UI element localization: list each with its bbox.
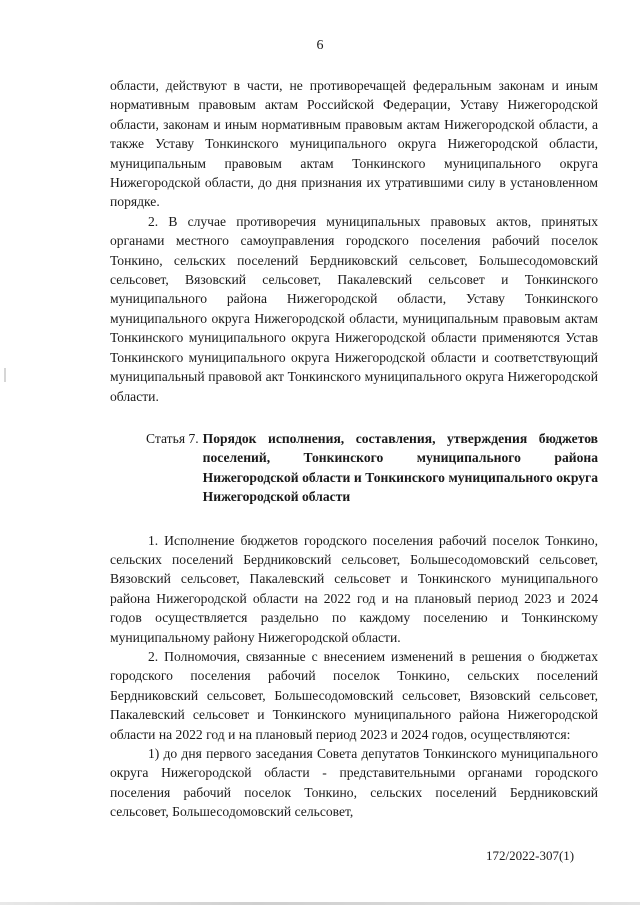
document-body [110,76,598,822]
article-label: Статья 7. [146,430,199,446]
article-heading [110,429,598,507]
paragraph-item-2-powers: 2. Полномочия, связанные с внесением изменений в решения о бюджетах городского поселения рабочий поселок Тонкино, сельских поселений Бердниковский сельсовет, Большесодомовский сельсовет, Вязовский сельсовет, Пакалевский сельсовет и Тонкинского муниципального района Нижегородской области на 2022 год и на плановый период 2023 и 2024 годов, осуществляются: [110,648,598,742]
paragraph-item-1-execution: 1. Исполнение бюджетов городского поселения рабочий поселок Тонкино, сельских поселений Бердниковский сельсовет, Большесодомовский сельсовет, Вязовский сельсовет, Пакалевский сельсовет и Тонкинского муниципального района Нижегородской области на 2022 год и на плановый период 2023 и 2024 годов осуществляется раздельно по каждому поселению и Тонкинскому муниципальному району Нижегородской области. [110,532,598,645]
page-number: 6 [316,38,324,53]
paragraph-subitem-1: 1) до дня первого заседания Совета депутатов Тонкинского муниципального округа Нижегородской области - представительными органами городского поселения рабочий поселок Тонкино, сельских поселений Бердниковский сельсовет, Большесодомовский сельсовет, [110,746,598,820]
document-code: 172/2022-307(1) [486,848,575,863]
paragraph-item-2-conflict: 2. В случае противоречия муниципальных правовых актов, принятых органами местного самоуправления городского поселения рабочий поселок Тонкино, сельских поселений Бердниковский сельсовет, Большесодомовский сельсовет, Вязовский сельсовет, Пакалевский сельсовет и Тонкинского муниципального района Нижегородской области, Уставу Тонкинского муниципального округа Нижегородской области, муниципальным правовым актам Тонкинского муниципального округа Нижегородской области применяются Устав Тонкинского муниципального округа Нижегородской области и соответствующий муниципальный правовой акт Тонкинского муниципального округа Нижегородской области. [110,213,598,404]
paragraph-continuation: области, действуют в части, не противоречащей федеральным законам и иным нормативным правовым актам Российской Федерации, Уставу Нижегородской области, законам и иным нормативным правовым актам Нижегородской области, а также Уставу Тонкинского муниципального округа Нижегородской области, муниципальным правовым актам Тонкинского муниципального округа Нижегородской области, до дня признания их утратившими силу в установленном порядке. [110,78,598,210]
scan-speck [4,368,6,382]
article-title: Порядок исполнения, составления, утверждения бюджетов поселений, Тонкинского муниципального района Нижегородской области и Тонкинского муниципального округа Нижегородской области [202,430,598,505]
